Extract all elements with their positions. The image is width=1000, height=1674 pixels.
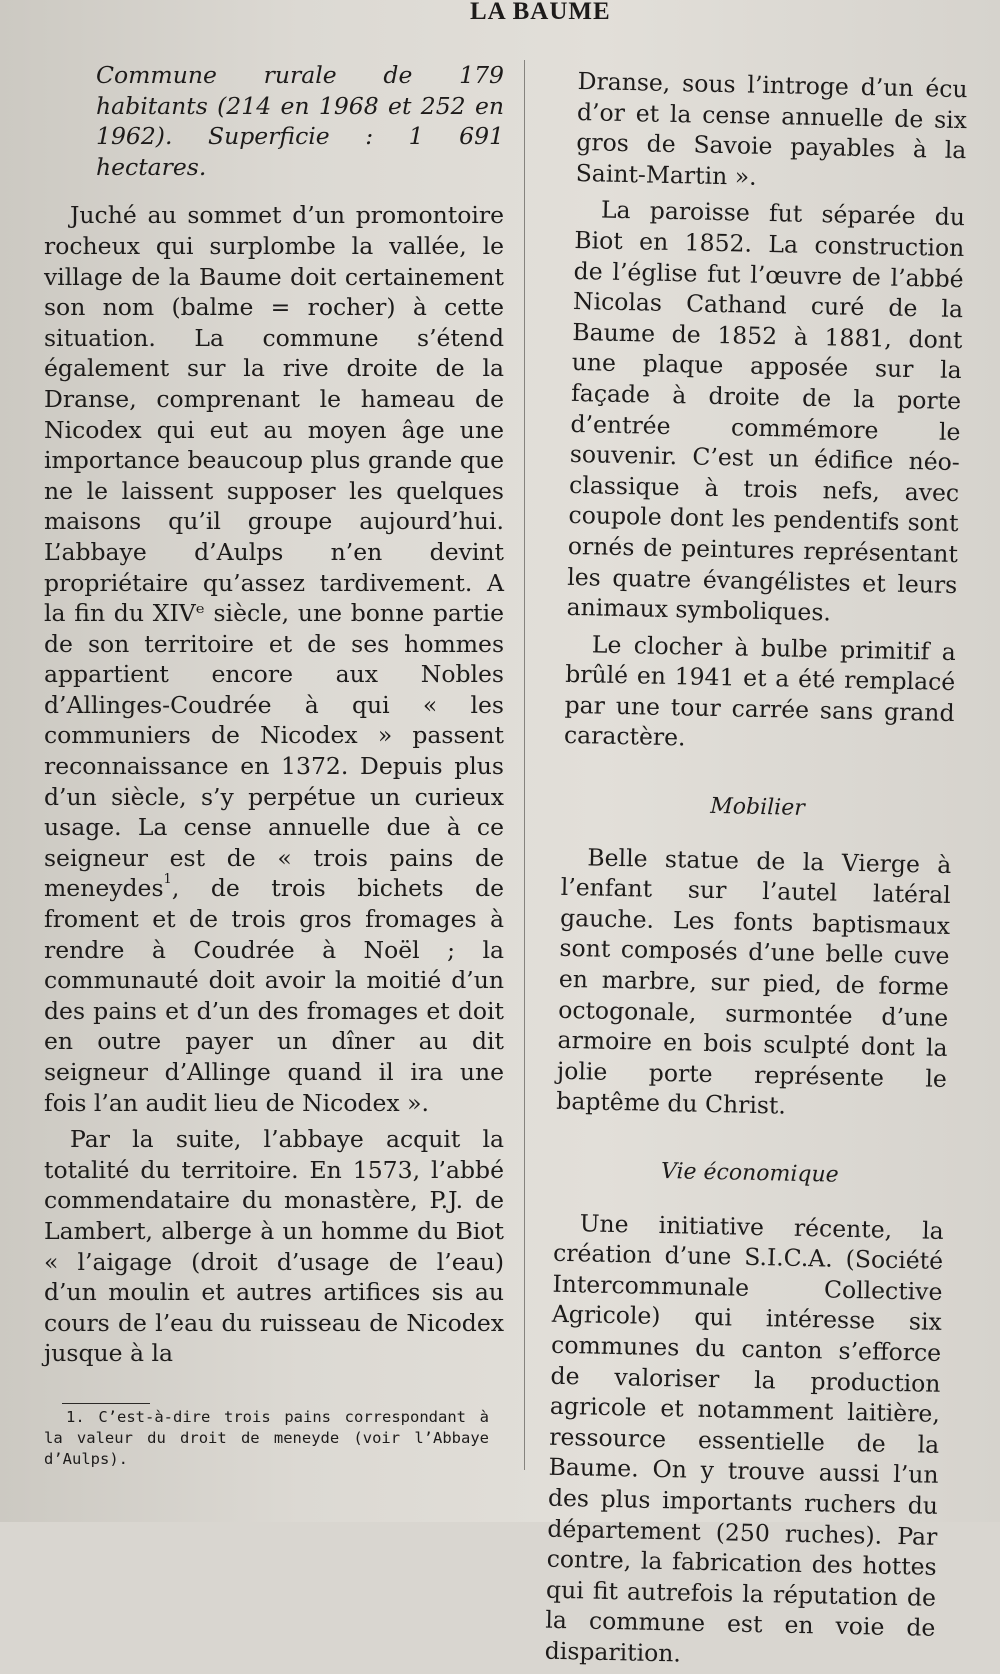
economy-paragraph: Une initiative récente, la création d’une S.I.C.A. (Société Intercommunale Collective Agricole) qui intéresse six communes du canton s’efforce de valoriser la production agricole et notamment laitière, ressource essentielle de la Baume. On y trouve aussi l’un des plus importants ruchers du département (250 ruches). Par contre, la fabrication des hottes qui fit autrefois la réputation de la commune est en voie de disparition. <box>544 1208 944 1668</box>
footnote-reference: 1 <box>163 872 172 888</box>
history-text-part2: , de trois bichets de froment et de trois gros fromages à rendre à Coudrée à Noël ; la communauté doit avoir la moitié d’un des pains et d’un des fromages et doit en outre payer un dîner au dit seigneur d’Allinge quand il ira une fois l’an audit lieu de Nicodex ». <box>44 874 504 1117</box>
footnote <box>44 1407 489 1470</box>
parish-paragraph: La paroisse fut séparée du Biot en 1852. La construction de l’église fut l’œuvre de l’abbé Nicolas Cathand curé de la Baume de 1852 à 1881, dont une plaque apposée sur la façade à droite de la porte d’entrée commémore le souvenir. C’est un édifice néo-classique à trois nefs, avec coupole dont les pendentifs sont ornés de peintures représentant les quatre évangélistes et leurs animaux symboliques. <box>566 195 966 627</box>
running-title: LA BAUME <box>470 0 611 25</box>
column-divider <box>524 60 525 1470</box>
section-heading-mobilier: Mobilier <box>710 793 806 821</box>
footnote-number: 1. <box>66 1408 85 1426</box>
abbey-paragraph: Par la suite, l’abbaye acquit la totalité du territoire. En 1573, l’abbé commendataire du monastère, P.J. de Lambert, alberge à un homme du Biot « l’aigage (droit d’usage de l’eau) d’un moulin et autres artifices sis au cours de l’eau du ruisseau de Nicodex jusque à la <box>44 1125 504 1368</box>
commune-summary: Commune rurale de 179 habitants (214 en 1968 et 252 en 1962). Superficie : 1 691 hectares. <box>96 61 504 181</box>
footnote-text: C’est-à-dire trois pains correspondant à la valeur du droit de meneyde (voir l’Abbaye d’Aulps). <box>44 1408 489 1468</box>
bell-tower-paragraph: Le clocher à bulbe primitif a brûlé en 1941 et a été remplacé par une tour carrée sans grand caractère. <box>563 630 957 752</box>
section-heading-economie: Vie économique <box>660 1158 839 1188</box>
footnote-separator <box>62 1403 150 1404</box>
left-column <box>44 60 504 1369</box>
footnote-body <box>44 1407 489 1470</box>
continued-paragraph: Dranse, sous l’introge d’un écu d’or et la cense annuelle de six gros de Savoie payables à la Saint-Martin ». <box>575 66 968 191</box>
history-text-part1: Juché au sommet d’un promontoire rocheux qui surplombe la vallée, le village de la Baume doit certainement son nom (balme = rocher) à cette situation. La commune s’étend également sur la rive droite de la Dranse, comprenant le hameau de Nicodex qui eut au moyen âge une importance beaucoup plus grande que ne le laissent supposer les quelques maisons qu’il groupe aujourd’hui. L’abbaye d’Aulps n’en devint propriétaire qu’assez tardivement. A la fin du XIVᵉ siècle, une bonne partie de son territoire et de ses hommes appartient encore aux Nobles d’Allinges-Coudrée à qui « les communiers de Nicodex » passent reconnaissance en 1372. Depuis plus d’un siècle, s’y perpétue un curieux usage. La cense annuelle due à ce seigneur est de « trois pains de meneydes <box>44 201 504 903</box>
right-column <box>544 66 967 1674</box>
furniture-paragraph: Belle statue de la Vierge à l’enfant sur l’autel latéral gauche. Les fonts baptismaux sont composés d’une belle cuve en marbre, sur pied, de forme octogonale, surmontée d’une armoire en bois sculpté dont la jolie porte représente le baptême du Christ. <box>556 843 952 1120</box>
history-paragraph <box>44 200 504 1118</box>
